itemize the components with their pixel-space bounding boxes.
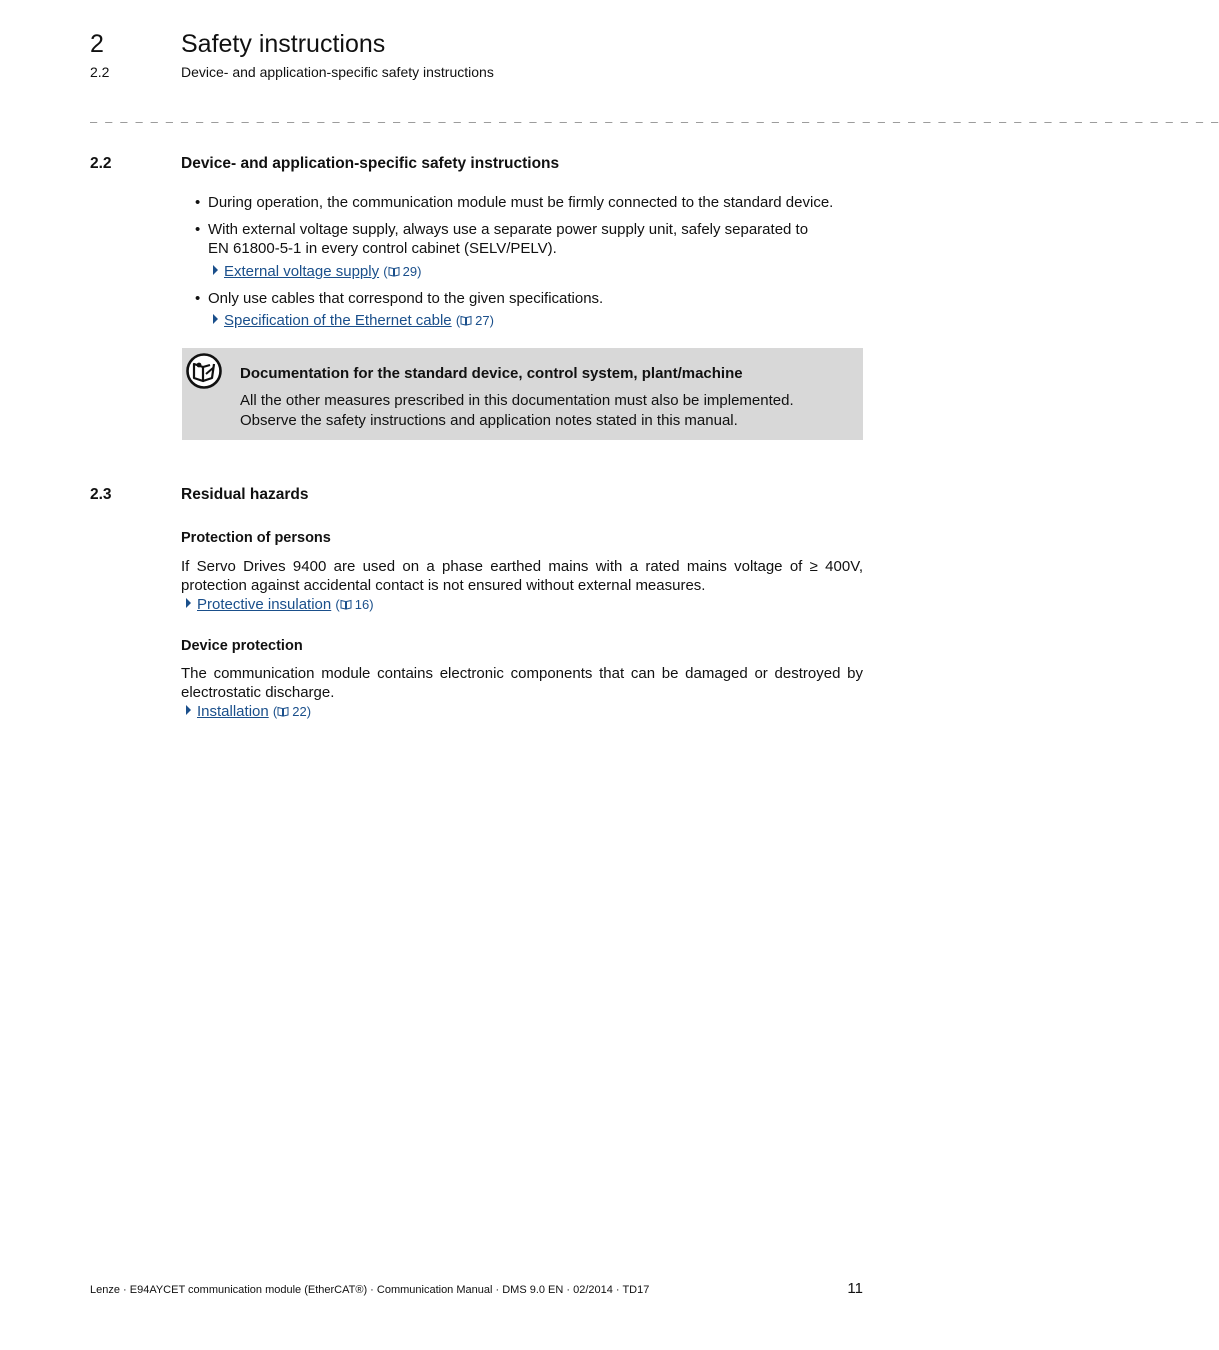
book-icon (277, 706, 289, 717)
device-protection-text: The communication module contains electronic components that can be damaged or destroyed by electrostatic discharge. (181, 665, 863, 701)
link-arrow-icon (186, 705, 191, 715)
bullet-text: Only use cables that correspond to the given specifications. (208, 290, 604, 307)
note-line: Observe the safety instructions and application notes stated in this manual. (240, 412, 738, 429)
bullet-marker: • (195, 194, 201, 211)
header-section-number: 2.2 (90, 64, 110, 80)
cross-reference-link[interactable] (186, 702, 311, 721)
protection-of-persons-text: If Servo Drives 9400 are used on a phase earthed mains with a rated mains voltage of ≥ 400V, protection against accidental contact is not ensured without external measures. (181, 558, 863, 594)
link-text[interactable]: Installation (197, 703, 269, 720)
bullet-text-line2: EN 61800-5-1 in every control cabinet (SELV/PELV). (208, 240, 557, 257)
cross-reference-link[interactable] (213, 311, 494, 330)
link-arrow-icon (213, 265, 218, 275)
page-reference[interactable]: ( 29) (383, 264, 422, 279)
footer-text: Lenze · E94AYCET communication module (EtherCAT®) · Communication Manual · DMS 9.0 EN · 02/2014 · TD17 (90, 1284, 650, 1296)
link-text[interactable]: External voltage supply (224, 263, 380, 280)
section-2-2-number: 2.2 (90, 155, 112, 172)
page-number: 11 (847, 1280, 863, 1297)
bullet-text: During operation, the communication module must be firmly connected to the standard device. (208, 194, 834, 211)
link-arrow-icon (186, 598, 191, 608)
page-reference[interactable]: ( 22) (272, 704, 312, 719)
header-divider: _ _ _ _ _ _ _ _ _ _ _ _ _ _ _ _ _ _ _ _ _ _ _ _ _ _ _ _ _ _ _ _ _ _ _ _ _ _ _ _ _ _ _ _ _ _ _ _ _ _ _ _ _ _ _ _ _ _ _ _ _ _ _ _ _ _ _ _ _ _ _ _ _ _ _ (90, 109, 1219, 123)
device-protection-heading: Device protection (181, 638, 303, 654)
note-title: Documentation for the standard device, control system, plant/machine (240, 365, 743, 382)
cross-reference-link[interactable] (186, 595, 374, 614)
section-2-3-title: Residual hazards (181, 486, 309, 503)
bullet-marker: • (195, 290, 201, 307)
cross-reference-link[interactable] (213, 262, 421, 281)
header-section-title: Device- and application-specific safety instructions (181, 64, 494, 80)
book-icon (388, 266, 400, 277)
page-reference[interactable]: ( 27) (455, 313, 494, 328)
protection-of-persons-heading: Protection of persons (181, 530, 331, 546)
section-2-2-title: Device- and application-specific safety instructions (181, 155, 560, 172)
page-reference[interactable]: ( 16) (335, 597, 374, 612)
link-text[interactable]: Specification of the Ethernet cable (224, 312, 452, 329)
note-body (240, 391, 850, 431)
link-text[interactable]: Protective insulation (197, 596, 332, 613)
link-arrow-icon (213, 314, 218, 324)
book-icon (460, 315, 472, 326)
chapter-number: 2 (90, 30, 104, 58)
section-2-3-number: 2.3 (90, 486, 112, 503)
book-icon (340, 599, 352, 610)
documentation-reference-icon (185, 352, 223, 390)
chapter-title: Safety instructions (181, 30, 386, 58)
bullet-marker: • (195, 221, 201, 238)
bullet-text-line1: With external voltage supply, always use a separate power supply unit, safely separated to (208, 221, 809, 238)
note-line: All the other measures prescribed in this documentation must also be implemented. (240, 392, 794, 409)
